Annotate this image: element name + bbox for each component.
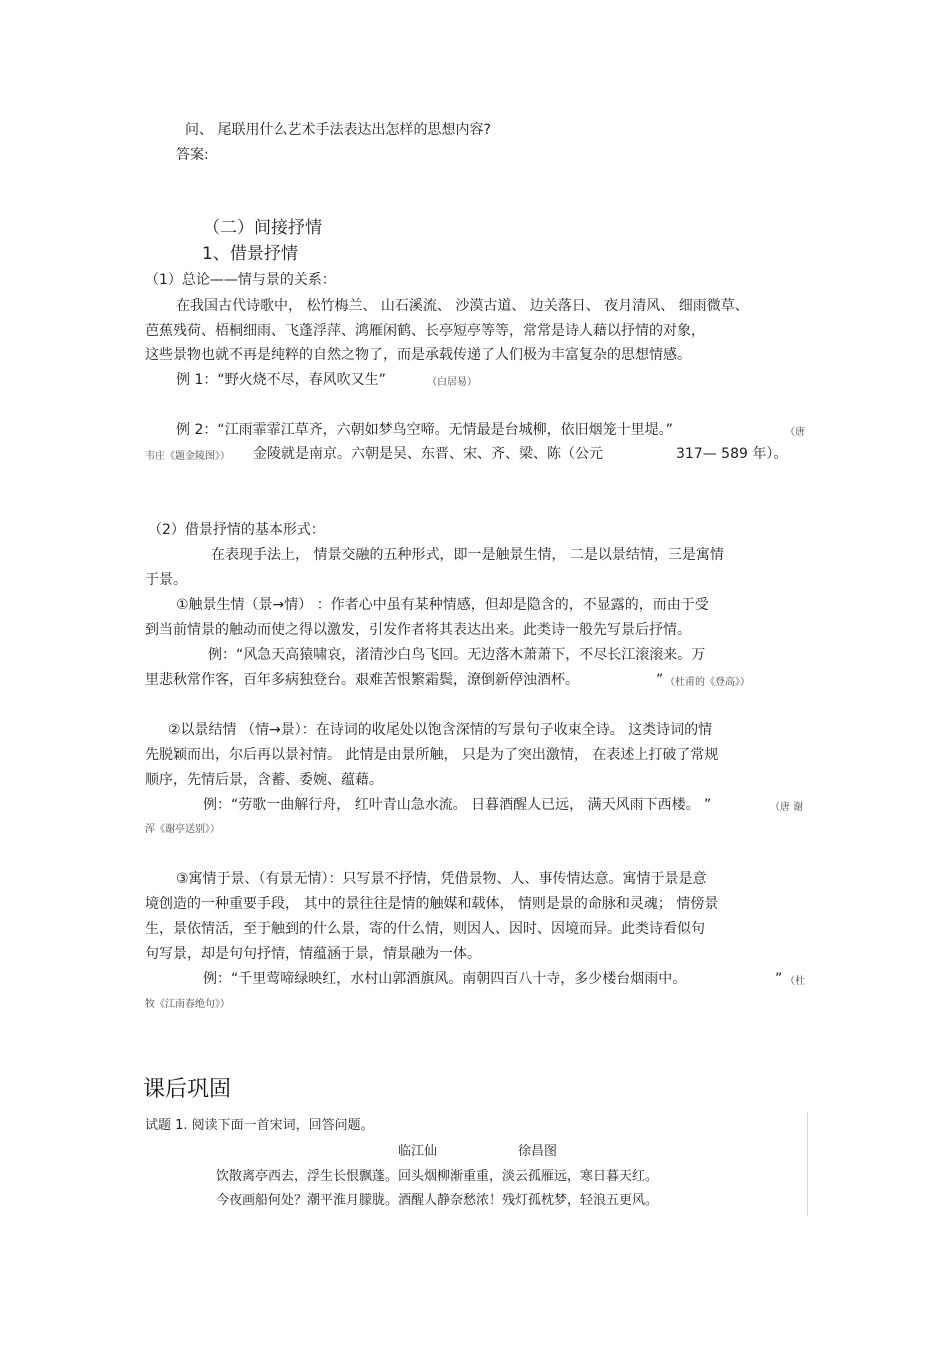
example2-source: （唐 <box>785 427 805 438</box>
form1-source: （杜甫的《登高》） <box>665 677 750 688</box>
form3-source: （杜 <box>785 976 805 987</box>
poem-line: 饮散离亭西去，浮生长恨飘蓬。回头烟柳渐重重，淡云孤雁远，寒日暮天红。 <box>216 1169 659 1184</box>
form1-line: 到当前情景的触动而使之得以激发，引发作者将其表达出来。此类诗一般先写景后抒情。 <box>145 622 691 638</box>
poem-title: 临江仙 <box>398 1144 438 1159</box>
form3-line: 境创造的一种重要手段， 其中的景往往是情的触媒和载体， 情则是景的命脉和灵魂； 情傍景 <box>145 896 719 912</box>
form2-source: 浑《谢亭送别》） <box>145 824 220 835</box>
part1-title: （1）总论——情与景的关系： <box>145 272 336 288</box>
subsection-heading: 1、借景抒情 <box>202 244 298 264</box>
part1-line: 芭蕉残荷、梧桐细雨、飞蓬浮萍、鸿雁闲鹤、长亭短亭等等，常常是诗人藉以抒情的对象， <box>145 323 705 339</box>
form3-line: ③寓情于景、（有景无情）：只写景不抒情，凭借景物、人、事传情达意。寓情于景是意 <box>176 871 707 887</box>
part1-line: 在我国古代诗歌中， 松竹梅兰、 山石溪流、 沙漠古道、 边关落日、 夜月清风、 细雨微草、 <box>176 298 749 314</box>
form2-example: 例：“劳歌一曲解行舟， 红叶青山急水流。 日暮酒醒人已远， 满天风雨下西楼。 ” <box>203 797 712 813</box>
form1-example: 例：“风急天高猿啸哀，渚清沙白鸟飞回。无边落木萧萧下，不尽长江滚滚来。万 <box>208 647 706 663</box>
form3-source: 牧《江南春绝句》） <box>145 999 230 1010</box>
example2-years: 317— 589 年）。 <box>676 446 788 462</box>
part2-intro: 在表现手法上， 情景交融的五种形式，即一是触景生情， 二是以景结情，三是寓情 <box>211 547 724 563</box>
example2-source: 韦庄《题金陵图》） <box>145 451 230 462</box>
example1-text: 例 1：“野火烧不尽，春风吹又生” <box>176 372 386 388</box>
form3-line: 句写景，却是句句抒情，情蕴涵于景，情景融为一体。 <box>145 946 481 962</box>
example1-source: （白居易） <box>427 377 477 388</box>
exercise-question: 试题 1. 阅读下面一首宋词，回答问题。 <box>145 1118 374 1133</box>
form1-example: 里悲秋常作客，百年多病独登台。艰难苦恨繁霜鬓，潦倒新停浊酒杯。 <box>145 672 579 688</box>
form2-line: 顺序，先情后景，含蓄、委婉、蕴藉。 <box>145 772 383 788</box>
part2-intro: 于景。 <box>145 572 187 588</box>
form2-line: ②以景结情 （情→景）：在诗词的收尾处以饱含深情的写景句子收束全诗。 这类诗词的情 <box>168 722 713 738</box>
example2-note: 金陵就是南京。六朝是吴、东晋、宋、齐、梁、陈（公元 <box>253 446 603 462</box>
review-heading: 课后巩固 <box>143 1077 232 1102</box>
form2-line: 先脱颖而出，尔后再以景衬情。 此情是由景所触， 只是为了突出激情， 在表述上打破了常规 <box>145 747 719 763</box>
form1-line: ①触景生情（景→情） ：作者心中虽有某种情感，但却是隐含的，不显露的，而由于受 <box>176 597 709 613</box>
poem-author: 徐昌图 <box>518 1144 558 1159</box>
section-heading: （二）间接抒情 <box>203 218 322 238</box>
example2-text: 例 2：“江雨霏霏江草齐，六朝如梦鸟空啼。无情最是台城柳，依旧烟笼十里堤。” <box>176 422 673 438</box>
part2-title: （2）借景抒情的基本形式： <box>148 522 325 538</box>
form3-line: 生，景依情活，至于触到的什么景，寄的什么情，则因人、因时、因境而异。此类诗看似句 <box>145 921 705 937</box>
form2-source: （唐 谢 <box>770 802 804 813</box>
form1-example-end: ” <box>656 672 664 688</box>
poem-line: 今夜画船何处？潮平淮月朦胧。酒醒人静奈愁浓！残灯孤枕梦，轻浪五更风。 <box>216 1193 659 1208</box>
question-text: 问、 尾联用什么艺术手法表达出怎样的思想内容? <box>185 122 491 138</box>
form3-example: 例：“千里莺啼绿映红，水村山郭酒旗风。南朝四百八十寺，多少楼台烟雨中。 <box>203 971 687 987</box>
form3-example-end: ” <box>775 971 783 987</box>
part1-line: 这些景物也就不再是纯粹的自然之物了，而是承载传递了人们极为丰富复杂的思想情感。 <box>145 347 691 363</box>
answer-label: 答案: <box>176 147 209 163</box>
